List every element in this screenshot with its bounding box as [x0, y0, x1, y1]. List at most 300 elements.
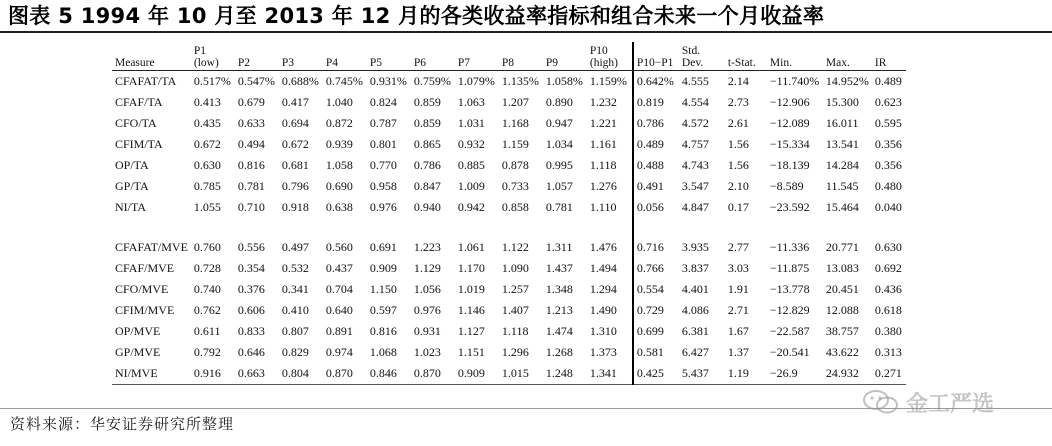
column-header-line2: P8 — [501, 57, 515, 69]
value-cell: 4.847 — [681, 200, 709, 214]
value-cell: 0.410 — [281, 303, 309, 317]
value-cell: 0.847 — [413, 179, 441, 193]
value-cell: 1.348 — [545, 282, 573, 296]
value-cell: 1.023 — [413, 345, 441, 359]
value-cell: 0.976 — [369, 200, 397, 214]
value-cell: 0.870 — [323, 363, 367, 385]
value-cell: 0.618 — [874, 303, 902, 317]
value-cell: 1.91 — [727, 282, 749, 296]
value-cell: 0.816 — [237, 158, 265, 172]
value-cell: 43.622 — [825, 345, 859, 359]
spacer-cell — [725, 218, 767, 237]
value-cell: 0.890 — [545, 95, 573, 109]
value-cell: −12.829 — [769, 303, 810, 317]
spacer-cell — [543, 218, 587, 237]
column-header-line1: P1 — [193, 45, 207, 57]
column-header-line1 — [414, 45, 452, 57]
table-row — [112, 321, 906, 342]
value-cell: 0.865 — [413, 137, 441, 151]
source-note: 资料来源：华安证券研究所整理 — [10, 415, 235, 433]
spacer-cell — [411, 218, 455, 237]
value-cell: 0.679 — [237, 95, 265, 109]
value-cell: 0.435 — [193, 116, 221, 130]
value-cell: 0.633 — [237, 116, 265, 130]
value-cell: 38.757 — [825, 324, 859, 338]
value-cell: 0.672 — [281, 137, 309, 151]
value-cell: 1.061 — [457, 240, 485, 254]
spacer-cell — [235, 218, 279, 237]
column-header — [367, 42, 411, 71]
measure-cell: CFIM/MVE — [115, 303, 175, 317]
value-cell: 1.257 — [501, 282, 529, 296]
value-cell: 0.611 — [193, 324, 221, 338]
value-cell: 1.159% — [589, 74, 627, 88]
value-cell: 0.630 — [193, 158, 221, 172]
value-cell: 1.150 — [369, 282, 397, 296]
value-cell: 2.10 — [727, 179, 749, 193]
value-cell: 1.090 — [501, 261, 529, 275]
table-row — [112, 342, 906, 363]
value-cell: 1.110 — [589, 200, 617, 214]
column-header-line2: t-Stat. — [727, 57, 756, 69]
value-cell: 2.73 — [727, 95, 749, 109]
value-cell: 1.474 — [545, 324, 573, 338]
value-cell: 1.055 — [193, 200, 221, 214]
column-header-line2: P2 — [237, 57, 251, 69]
value-cell: −18.139 — [769, 158, 810, 172]
value-cell: 0.729 — [633, 300, 679, 321]
column-header-line2: P10−P1 — [636, 57, 674, 69]
value-cell: 0.532 — [281, 261, 309, 275]
spacer-cell — [499, 218, 543, 237]
figure-title: 图表 5 1994 年 10 月至 2013 年 12 月的各类收益率指标和组合未来一个月收益率 — [8, 4, 825, 28]
value-cell: 1.122 — [501, 240, 529, 254]
value-cell: 0.759% — [413, 74, 451, 88]
value-cell: 0.380 — [874, 324, 902, 338]
measure-cell: NI/MVE — [112, 363, 191, 385]
value-cell: 0.885 — [457, 158, 485, 172]
value-cell: 0.606 — [237, 303, 265, 317]
value-cell: 0.745% — [325, 74, 363, 88]
value-cell: 0.489 — [874, 74, 902, 88]
spacer-cell — [823, 218, 872, 237]
value-cell: 0.595 — [874, 116, 902, 130]
measure-cell: CFAF/TA — [115, 95, 163, 109]
value-cell: 0.554 — [633, 279, 679, 300]
value-cell: 0.733 — [501, 179, 529, 193]
value-cell: 1.170 — [457, 261, 485, 275]
value-cell: 0.313 — [874, 345, 902, 359]
column-header — [767, 42, 823, 71]
value-cell: −11.740% — [769, 74, 820, 88]
column-header-line2: P9 — [545, 57, 559, 69]
value-cell: 0.488 — [633, 155, 679, 176]
value-cell: 3.547 — [681, 179, 709, 193]
column-header-line1 — [826, 45, 869, 57]
measure-cell: NI/TA — [115, 200, 147, 214]
column-header-line2: Dev. — [681, 57, 704, 69]
spacer-cell — [323, 218, 367, 237]
value-cell: 0.846 — [367, 363, 411, 385]
value-cell: −26.9 — [767, 363, 823, 385]
value-cell: 0.878 — [501, 158, 529, 172]
value-cell: 2.61 — [727, 116, 749, 130]
value-cell: 6.427 — [681, 345, 709, 359]
value-cell: 0.356 — [874, 158, 902, 172]
value-cell: 1.294 — [589, 282, 617, 296]
spacer-cell — [679, 218, 725, 237]
spacer-cell — [455, 218, 499, 237]
value-cell: 0.909 — [455, 363, 499, 385]
value-cell: 4.757 — [681, 137, 709, 151]
value-cell: 1.015 — [499, 363, 543, 385]
value-cell: 0.560 — [325, 240, 353, 254]
value-cell: 0.354 — [237, 261, 265, 275]
value-cell: 0.638 — [325, 200, 353, 214]
watermark — [862, 382, 1032, 422]
value-cell: 0.781 — [545, 200, 573, 214]
value-cell: 0.816 — [369, 324, 397, 338]
value-cell: 1.058% — [545, 74, 583, 88]
column-header-line2: (high) — [589, 57, 619, 69]
measure-cell: GP/MVE — [115, 345, 161, 359]
value-cell: 4.086 — [681, 303, 709, 317]
value-cell: 0.271 — [872, 363, 906, 385]
value-cell: 1.341 — [587, 363, 633, 385]
value-cell: 0.770 — [369, 158, 397, 172]
value-cell: 13.083 — [825, 261, 859, 275]
value-cell: 1.135% — [501, 74, 539, 88]
value-cell: −11.336 — [769, 240, 810, 254]
column-header-line1 — [502, 45, 540, 57]
spacer-cell — [587, 218, 633, 237]
value-cell: 1.063 — [457, 95, 485, 109]
column-header — [455, 42, 499, 71]
value-cell: 0.801 — [369, 137, 397, 151]
value-cell: 1.151 — [457, 345, 485, 359]
table-row — [112, 237, 906, 258]
value-cell: 0.491 — [633, 176, 679, 197]
value-cell: 1.268 — [545, 345, 573, 359]
value-cell: 0.909 — [369, 261, 397, 275]
returns-table — [112, 42, 906, 385]
value-cell: 0.691 — [369, 240, 397, 254]
value-cell: 2.71 — [727, 303, 749, 317]
value-cell: 0.436 — [874, 282, 902, 296]
column-header — [872, 42, 906, 71]
value-cell: 13.541 — [825, 137, 859, 151]
value-cell: 4.401 — [681, 282, 709, 296]
value-cell: 0.341 — [281, 282, 309, 296]
value-cell: 0.870 — [411, 363, 455, 385]
value-cell: 0.690 — [325, 179, 353, 193]
value-cell: 1.146 — [457, 303, 485, 317]
value-cell: 1.213 — [545, 303, 573, 317]
table-row — [112, 258, 906, 279]
table-header-row — [112, 42, 906, 71]
column-header — [587, 42, 633, 71]
value-cell: 0.932 — [457, 137, 485, 151]
value-cell: 1.079% — [457, 74, 495, 88]
table-row — [112, 134, 906, 155]
column-header-line1 — [370, 45, 408, 57]
value-cell: 14.952% — [825, 74, 869, 88]
table-row — [112, 92, 906, 113]
value-cell: 0.688% — [281, 74, 319, 88]
value-cell: 0.597 — [369, 303, 397, 317]
value-cell: 1.248 — [543, 363, 587, 385]
value-cell: 0.556 — [237, 240, 265, 254]
value-cell: 1.058 — [325, 158, 353, 172]
column-header-line1: Std. — [681, 45, 701, 57]
column-header-line1 — [875, 45, 903, 57]
table-row — [112, 71, 906, 93]
value-cell: 1.311 — [545, 240, 573, 254]
spacer-cell — [191, 218, 235, 237]
value-cell: 1.031 — [457, 116, 485, 130]
value-cell: 0.425 — [633, 363, 679, 385]
column-header-line1: P10 — [589, 45, 608, 57]
value-cell: 0.437 — [325, 261, 353, 275]
column-header-line2: IR — [874, 57, 887, 69]
table-row — [112, 155, 906, 176]
value-cell: 0.859 — [413, 95, 441, 109]
measure-cell: CFAFAT/MVE — [115, 240, 188, 254]
column-header — [823, 42, 872, 71]
value-cell: 0.417 — [281, 95, 309, 109]
value-cell: 0.786 — [633, 113, 679, 134]
value-cell: 0.976 — [413, 303, 441, 317]
value-cell: 1.019 — [457, 282, 485, 296]
value-cell: 1.118 — [501, 324, 529, 338]
value-cell: 0.692 — [874, 261, 902, 275]
value-cell: 0.942 — [457, 200, 485, 214]
value-cell: 0.694 — [281, 116, 309, 130]
value-cell: −12.906 — [769, 95, 810, 109]
value-cell: 0.781 — [237, 179, 265, 193]
value-cell: 0.040 — [874, 200, 902, 214]
value-cell: 0.056 — [633, 197, 679, 218]
spacer-cell — [767, 218, 823, 237]
column-header-line1 — [115, 45, 188, 57]
value-cell: 1.168 — [501, 116, 529, 130]
column-header-line1 — [326, 45, 364, 57]
value-cell: 1.057 — [545, 179, 573, 193]
value-cell: 0.796 — [281, 179, 309, 193]
column-header-line1 — [770, 45, 820, 57]
column-header — [323, 42, 367, 71]
value-cell: 0.918 — [281, 200, 309, 214]
table-row — [112, 300, 906, 321]
value-cell: 0.494 — [237, 137, 265, 151]
column-header-line2: (low) — [193, 57, 219, 69]
value-cell: −20.541 — [769, 345, 810, 359]
column-header — [411, 42, 455, 71]
value-cell: 1.221 — [589, 116, 617, 130]
value-cell: 1.009 — [457, 179, 485, 193]
value-cell: 15.300 — [825, 95, 859, 109]
value-cell: 0.787 — [369, 116, 397, 130]
value-cell: 1.207 — [501, 95, 529, 109]
table-row — [112, 197, 906, 218]
value-cell: 1.490 — [589, 303, 617, 317]
value-cell: 0.646 — [237, 345, 265, 359]
column-header — [279, 42, 323, 71]
value-cell: 0.974 — [325, 345, 353, 359]
value-cell: 1.040 — [325, 95, 353, 109]
column-header-line2: Min. — [769, 57, 792, 69]
value-cell: 1.373 — [589, 345, 617, 359]
column-header-line2: Max. — [825, 57, 850, 69]
value-cell: 0.681 — [281, 158, 309, 172]
value-cell: 4.743 — [681, 158, 709, 172]
column-header — [679, 42, 725, 71]
watermark-text: 金工严选 — [906, 391, 995, 417]
table-row — [112, 279, 906, 300]
value-cell: 24.932 — [823, 363, 872, 385]
value-cell: 4.572 — [681, 116, 709, 130]
value-cell: 0.939 — [325, 137, 353, 151]
value-cell: −22.587 — [769, 324, 810, 338]
measure-cell: CFAF/MVE — [115, 261, 175, 275]
value-cell: 1.56 — [727, 158, 749, 172]
value-cell: 0.728 — [193, 261, 221, 275]
value-cell: 3.03 — [727, 261, 749, 275]
value-cell: 0.807 — [281, 324, 309, 338]
value-cell: 0.891 — [325, 324, 353, 338]
value-cell: 0.859 — [413, 116, 441, 130]
value-cell: 0.517% — [193, 74, 231, 88]
value-cell: 1.56 — [727, 137, 749, 151]
value-cell: 1.407 — [501, 303, 529, 317]
column-header — [633, 42, 679, 71]
column-header — [725, 42, 767, 71]
value-cell: 0.824 — [369, 95, 397, 109]
value-cell: 1.67 — [727, 324, 749, 338]
column-header — [543, 42, 587, 71]
table-row — [112, 176, 906, 197]
column-header-line2: P4 — [325, 57, 339, 69]
column-header-line2: Measure — [115, 57, 155, 69]
value-cell: 0.804 — [279, 363, 323, 385]
value-cell: 1.232 — [589, 95, 617, 109]
value-cell: 1.37 — [727, 345, 749, 359]
value-cell: 3.837 — [681, 261, 709, 275]
column-header-line1 — [728, 45, 764, 57]
value-cell: 0.716 — [633, 237, 679, 258]
value-cell: 1.296 — [501, 345, 529, 359]
value-cell: 0.623 — [874, 95, 902, 109]
value-cell: −15.334 — [769, 137, 810, 151]
value-cell: 16.011 — [825, 116, 859, 130]
column-header-line1 — [458, 45, 496, 57]
value-cell: 0.947 — [545, 116, 573, 130]
column-header — [112, 42, 191, 71]
value-cell: 5.437 — [679, 363, 725, 385]
value-cell: 0.819 — [633, 92, 679, 113]
value-cell: 1.034 — [545, 137, 573, 151]
value-cell: 20.771 — [825, 240, 859, 254]
column-header — [191, 42, 235, 71]
spacer-cell — [872, 218, 906, 237]
value-cell: 2.77 — [727, 240, 749, 254]
measure-cell: CFIM/TA — [115, 137, 163, 151]
measure-cell: OP/MVE — [115, 324, 161, 338]
value-cell: 0.710 — [237, 200, 265, 214]
value-cell: 1.127 — [457, 324, 485, 338]
value-cell: 1.129 — [413, 261, 441, 275]
value-cell: 1.056 — [413, 282, 441, 296]
value-cell: 6.381 — [681, 324, 709, 338]
value-cell: 4.555 — [681, 74, 709, 88]
value-cell: 1.476 — [589, 240, 617, 254]
measure-cell: CFO/MVE — [115, 282, 169, 296]
wechat-icon — [862, 389, 900, 415]
value-cell: 0.547% — [237, 74, 275, 88]
value-cell: 12.088 — [825, 303, 859, 317]
value-cell: 0.480 — [874, 179, 902, 193]
value-cell: 0.760 — [193, 240, 221, 254]
value-cell: 0.376 — [237, 282, 265, 296]
value-cell: 1.118 — [589, 158, 617, 172]
value-cell: −23.592 — [769, 200, 810, 214]
spacer-cell — [112, 218, 191, 237]
value-cell: −13.778 — [769, 282, 810, 296]
value-cell: −8.589 — [769, 179, 804, 193]
measure-cell: OP/TA — [115, 158, 149, 172]
value-cell: 1.223 — [413, 240, 441, 254]
column-header — [499, 42, 543, 71]
spacer-cell — [279, 218, 323, 237]
value-cell: 0.581 — [633, 342, 679, 363]
value-cell: 0.17 — [727, 200, 749, 214]
value-cell: 0.740 — [193, 282, 221, 296]
value-cell: 14.284 — [825, 158, 859, 172]
value-cell: 1.19 — [725, 363, 767, 385]
column-header-line2: P3 — [281, 57, 295, 69]
value-cell: 0.356 — [874, 137, 902, 151]
column-header-line2: P7 — [457, 57, 471, 69]
table-row — [112, 113, 906, 134]
group-spacer-row — [112, 218, 906, 237]
value-cell: 1.494 — [589, 261, 617, 275]
value-cell: 0.497 — [281, 240, 309, 254]
column-header-line2: P6 — [413, 57, 427, 69]
value-cell: 0.792 — [193, 345, 221, 359]
value-cell: 0.833 — [237, 324, 265, 338]
value-cell: 15.464 — [825, 200, 859, 214]
value-cell: 0.672 — [193, 137, 221, 151]
value-cell: 4.554 — [681, 95, 709, 109]
spacer-cell — [367, 218, 411, 237]
table-row — [112, 363, 906, 385]
value-cell: 0.489 — [633, 134, 679, 155]
value-cell: 1.068 — [369, 345, 397, 359]
value-cell: 0.642% — [633, 71, 679, 93]
value-cell: 0.786 — [413, 158, 441, 172]
value-cell: 0.699 — [633, 321, 679, 342]
column-header-line1 — [238, 45, 276, 57]
value-cell: −12.089 — [769, 116, 810, 130]
value-cell: 0.785 — [193, 179, 221, 193]
value-cell: 20.451 — [825, 282, 859, 296]
measure-cell: CFO/TA — [115, 116, 157, 130]
column-header-line2: P5 — [369, 57, 383, 69]
value-cell: 0.766 — [633, 258, 679, 279]
value-cell: −11.875 — [769, 261, 810, 275]
value-cell: 0.995 — [545, 158, 573, 172]
value-cell: 0.872 — [325, 116, 353, 130]
